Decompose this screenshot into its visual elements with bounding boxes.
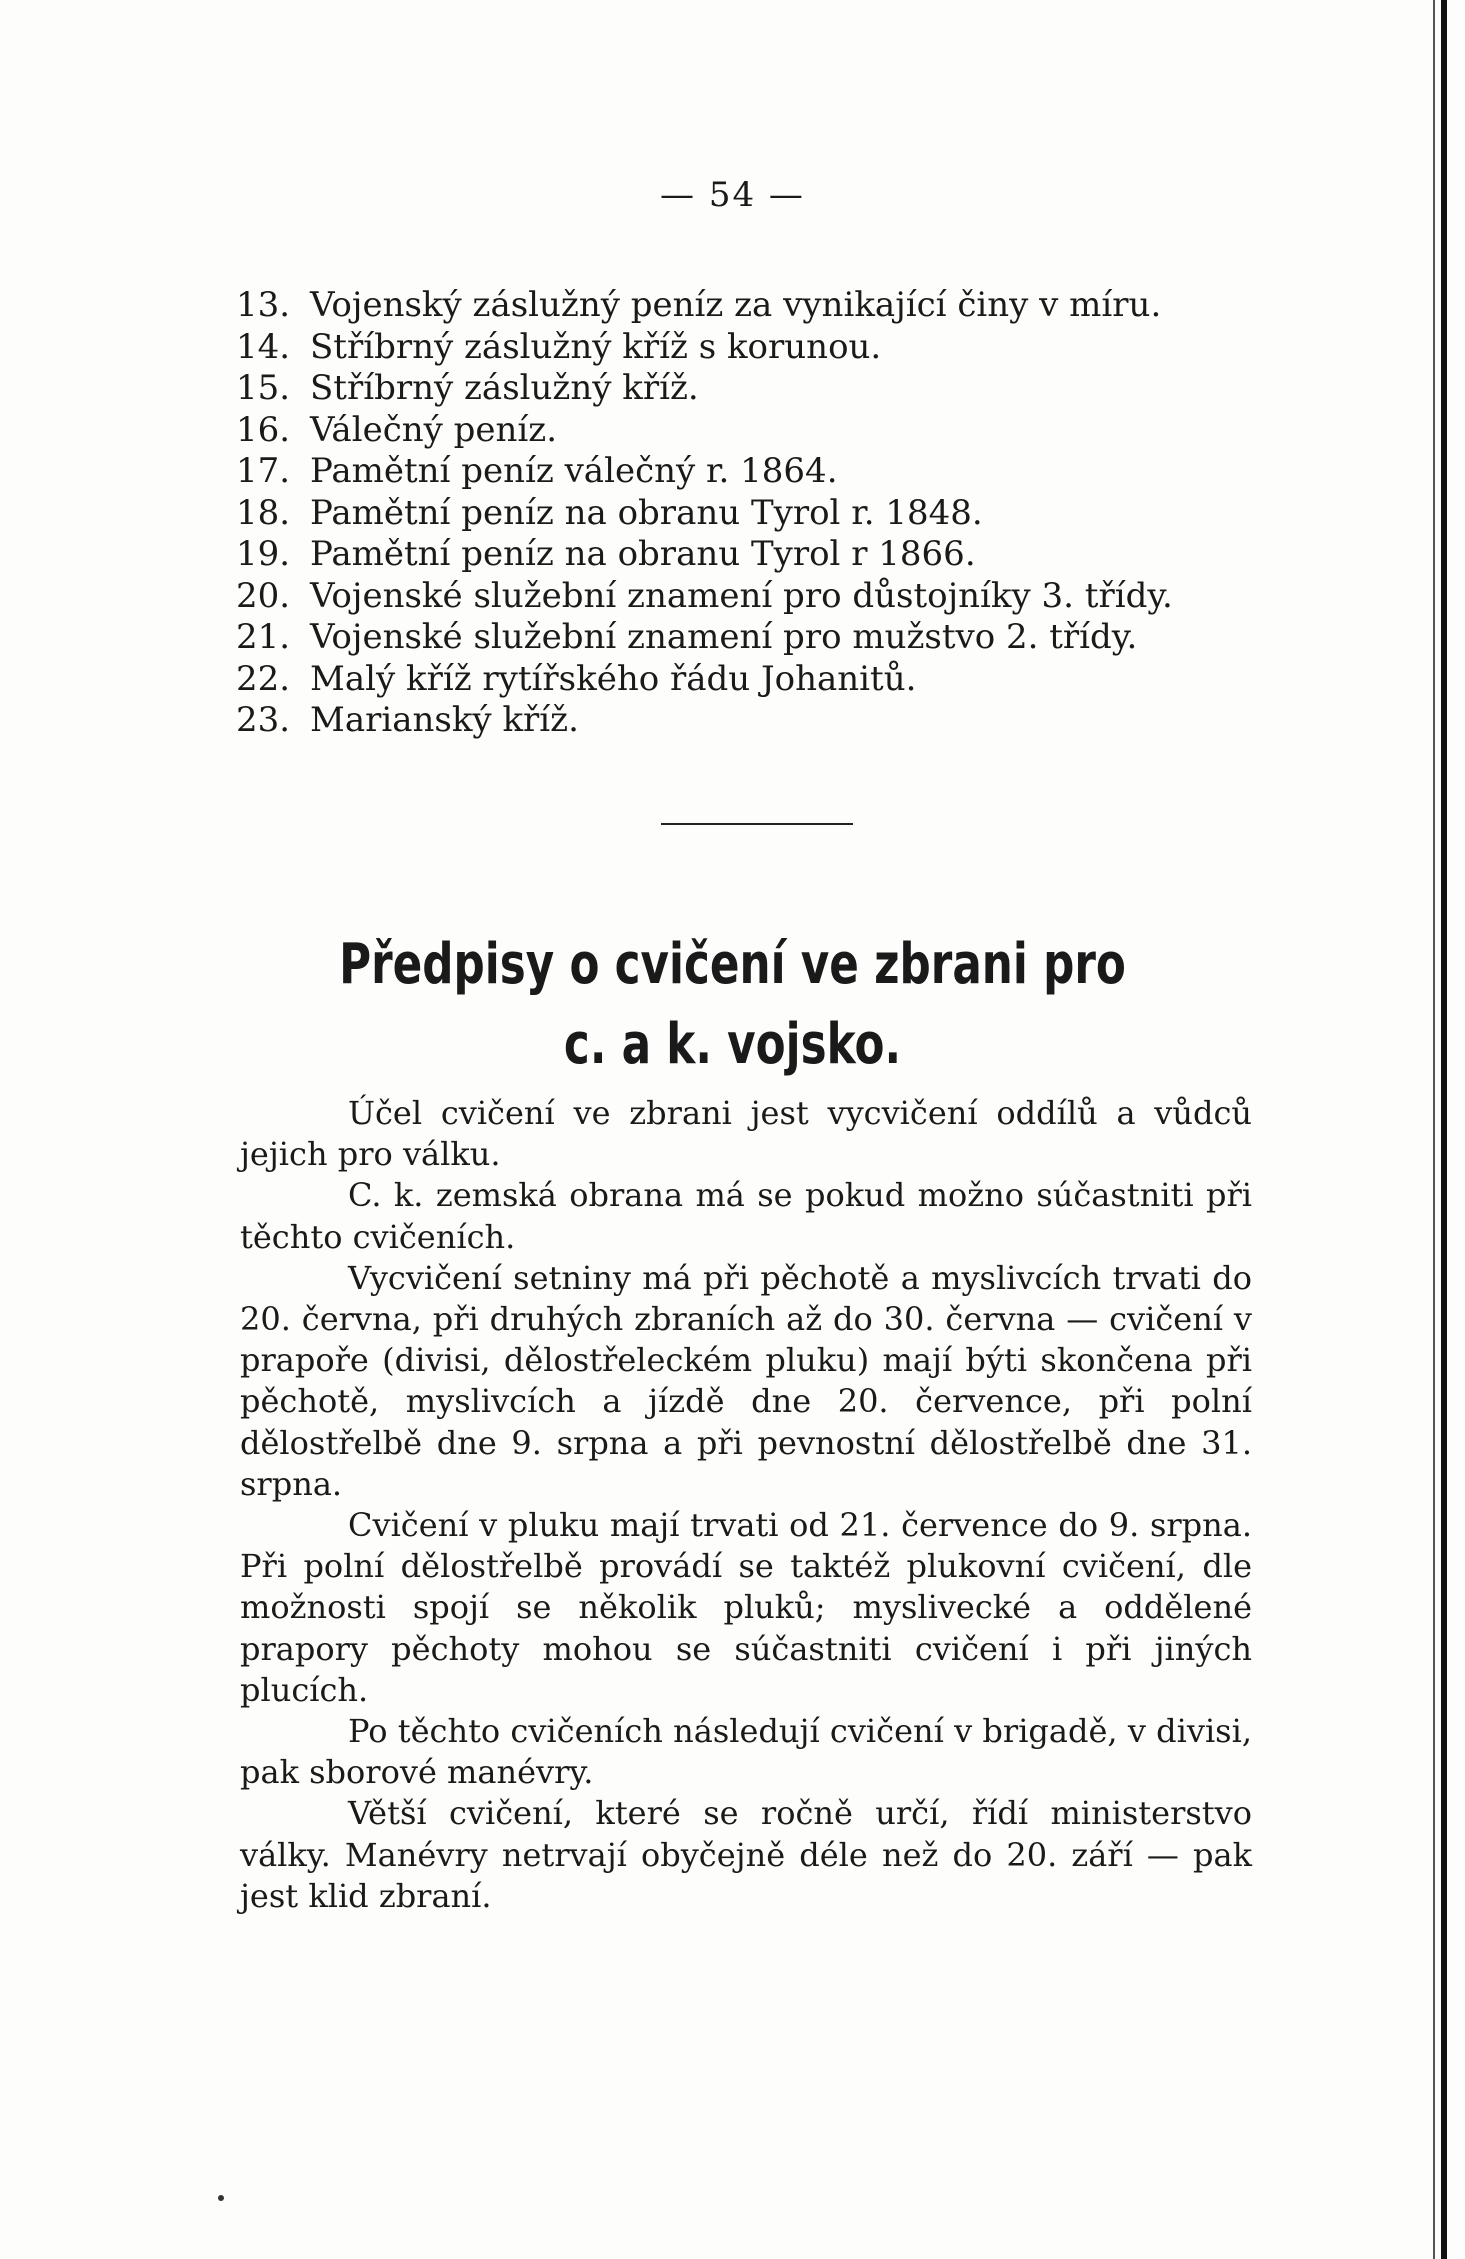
list-item xyxy=(236,659,1296,701)
paragraph: Větší cvičení, které se ročně určí, řídí ministerstvo války. Manévry netrvají obyčejně déle než do 20. září — pak jest klid zbraní. xyxy=(240,1794,1252,1915)
decoration-list xyxy=(236,285,1296,742)
list-item xyxy=(236,493,1296,535)
list-item-number: 18. xyxy=(236,492,291,533)
list-item-text: Válečný peníz. xyxy=(310,409,558,450)
list-item-text: Vojenský záslužný peníz za vynikající činy v míru. xyxy=(310,285,1162,325)
section-title-line: Předpisy o cvičení ve zbrani pro xyxy=(339,932,1126,997)
list-item-number: 13. xyxy=(236,285,291,325)
list-item-number: 17. xyxy=(236,451,291,491)
list-item xyxy=(236,576,1296,618)
section-divider xyxy=(661,823,853,825)
list-item xyxy=(236,410,1296,452)
list-item-text: Malý kříž rytířského řádu Johanitů. xyxy=(310,658,917,699)
paragraph: Vycvičení setniny má při pěchotě a myslivcích trvati do 20. června, při druhých zbraních až do 30. června — cvičení v prapoře (divisi, dělostřeleckém pluku) mají býti skončena při pěchotě, myslivcích a jízdě dne 20. července, při polní dělostřelbě dne 9. srpna a při pevnostní dělostřelbě dne 31. srpna. xyxy=(240,1258,1252,1503)
list-item-number: 19. xyxy=(236,534,291,574)
list-item-number: 14. xyxy=(236,326,291,367)
list-item xyxy=(236,700,1296,742)
list-item xyxy=(236,451,1296,493)
page-edge-line xyxy=(1433,0,1435,2259)
list-item-number: 20. xyxy=(236,575,291,616)
list-item xyxy=(236,368,1296,410)
page-edge-shadow xyxy=(1441,0,1447,2259)
list-item-text: Marianský kříž. xyxy=(310,700,579,740)
paragraph: Po těchto cvičeních následují cvičení v brigadě, v divisi, pak sborové manévry. xyxy=(240,1712,1252,1792)
list-item-text: Stříbrný záslužný kříž s korunou. xyxy=(310,326,882,367)
list-item-number: 22. xyxy=(236,658,291,699)
list-item-text: Vojenské služební znamení pro důstojníky 3. třídy. xyxy=(310,575,1173,616)
page-number: — 54 — xyxy=(660,175,805,215)
list-item xyxy=(236,617,1296,659)
list-item xyxy=(236,534,1296,576)
list-item-text: Pamětní peníz válečný r. 1864. xyxy=(310,451,838,491)
list-item-text: Vojenské služební znamení pro mužstvo 2. třídy. xyxy=(310,617,1138,657)
paragraph: Cvičení v pluku mají trvati od 21. července do 9. srpna. Při polní dělostřelbě provádí se taktéž plukovní cvičení, dle možnosti spojí se několik pluků; myslivecké a oddělené prapory pěchoty mohou se súčastniti cvičení i při jiných plucích. xyxy=(240,1506,1252,1709)
list-item-text: Pamětní peníz na obranu Tyrol r. 1848. xyxy=(310,492,983,533)
paragraph: Účel cvičení ve zbrani jest vycvičení oddílů a vůdců jejich pro válku. xyxy=(240,1094,1252,1174)
list-item xyxy=(236,285,1296,327)
paragraph: C. k. zemská obrana má se pokud možno súčastniti při těchto cvičeních. xyxy=(240,1176,1252,1256)
list-item-number: 16. xyxy=(236,409,291,450)
list-item-number: 23. xyxy=(236,700,291,740)
list-item-text: Pamětní peníz na obranu Tyrol r 1866. xyxy=(310,534,976,574)
list-item-number: 15. xyxy=(236,368,291,408)
list-item-number: 21. xyxy=(236,617,291,657)
list-item-text: Stříbrný záslužný kříž. xyxy=(310,368,699,408)
section-body xyxy=(240,1093,1252,1917)
section-title-line: c. a k. vojsko. xyxy=(563,1012,902,1077)
list-item xyxy=(236,327,1296,369)
speck-mark xyxy=(218,2195,224,2201)
section-title xyxy=(161,925,1304,1085)
